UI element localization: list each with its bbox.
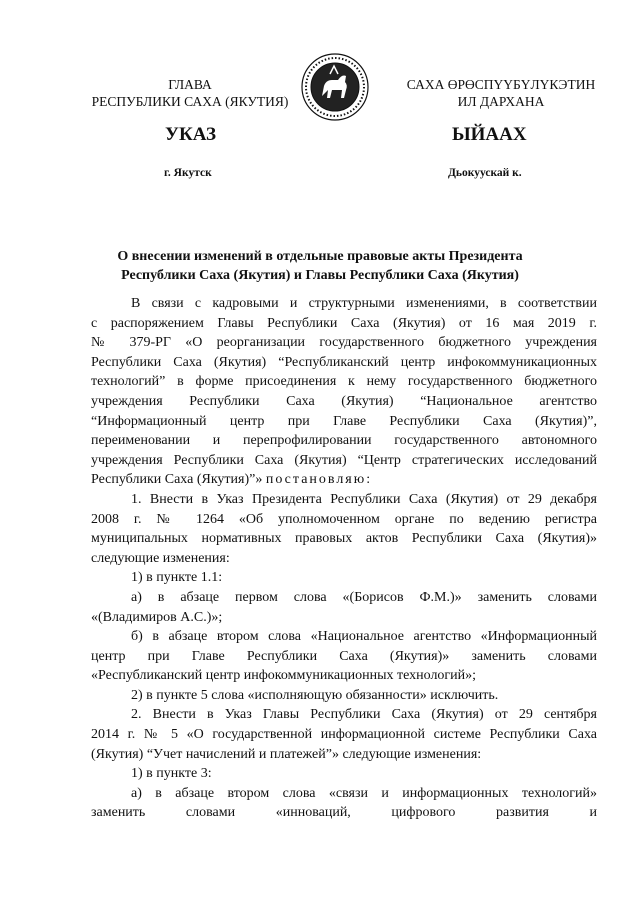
body-line: В связи с кадровыми и структурными изменениями, в соответствии xyxy=(131,296,597,311)
city-ru: г. Якутск xyxy=(164,167,212,179)
body-line: Республики Саха (Якутия) “Республиканский центр инфокоммуникационных xyxy=(91,354,597,370)
body-emphasis: постановляю xyxy=(265,472,367,488)
body-line: а) в абзаце первом слова «(Борисов Ф.М.)» заменить словами xyxy=(131,589,597,605)
body-text: Республики Саха (Якутия)”» xyxy=(91,472,266,488)
header-left xyxy=(70,76,310,110)
body-line: 2. Внести в Указ Главы Республики Саха (Якутия) от 29 сентября xyxy=(131,707,597,723)
body-line: “Информационный центр при Главе Республики Саха (Якутия)”, xyxy=(91,413,597,429)
coat-of-arms-emblem xyxy=(300,52,370,122)
body-line: муниципальных нормативных правовых актов Республики Саха (Якутия)» xyxy=(91,531,597,547)
document-title xyxy=(80,247,560,285)
body-line: 1) в пункте 1.1: xyxy=(131,570,223,586)
body-line: 2) в пункте 5 слова «исполняющую обязанности» исключить. xyxy=(131,687,499,703)
body-line: б) в абзаце втором слова «Национальное агентство «Информационный xyxy=(131,629,597,645)
body-line: 1) в пункте 3: xyxy=(131,766,212,782)
header-right-line1: САХА ӨРӨСПҮҮБҮЛҮКЭТИН xyxy=(406,77,596,92)
body-line: а) в абзаце втором слова «связи и информационных технологий» xyxy=(131,785,597,801)
title-line-2: Республики Саха (Якутия) и Главы Республики Саха (Якутия) xyxy=(121,268,519,283)
document-type-ru: УКАЗ xyxy=(165,124,216,145)
body-line: «(Владимиров А.С.)»; xyxy=(91,609,223,625)
body-line: (Якутия) “Учет начислений и платежей”» следующие изменения: xyxy=(91,746,482,762)
body-line: заменить словами «инноваций, цифрового развития и xyxy=(91,805,597,821)
body-line: следующие изменения: xyxy=(91,550,230,566)
body-line: 1. Внести в Указ Президента Республики Саха (Якутия) от 29 декабря xyxy=(131,491,597,507)
body-line: 2008 г. № 1264 «Об уполномоченном органе по ведению регистра xyxy=(91,511,597,527)
body-line: технологий” в форме присоединения к нему государственного бюджетного xyxy=(91,374,597,390)
body-line: с распоряжением Главы Республики Саха (Якутия) от 16 мая 2019 г. xyxy=(91,315,597,331)
document-type-sah: ЫЙААХ xyxy=(452,124,527,145)
header-left-line2: РЕСПУБЛИКИ САХА (ЯКУТИЯ) xyxy=(91,94,289,109)
body-line: 2014 г. № 5 «О государственной информационной системе Республики Саха xyxy=(91,727,597,743)
document-body xyxy=(91,294,597,823)
body-line: центр при Главе Республики Саха (Якутия)» заменить словами xyxy=(91,648,597,664)
body-line: переименовании и перепрофилировании государственного автономного xyxy=(91,433,597,449)
title-line-1: О внесении изменений в отдельные правовые акты Президента xyxy=(117,249,523,264)
header-left-line1: ГЛАВА xyxy=(168,77,212,92)
body-line: учреждения Республики Саха (Якутия) “Центр стратегических исследований xyxy=(91,452,597,468)
body-text: : xyxy=(366,472,371,488)
body-line xyxy=(91,470,597,490)
header-right xyxy=(376,76,626,110)
body-line: «Республиканский центр инфокоммуникационных технологий»; xyxy=(91,668,477,684)
header-right-line2: ИЛ ДАРХАНА xyxy=(457,94,545,109)
city-sah: Дьокуускай к. xyxy=(448,167,522,179)
body-line: № 379-РГ «О реорганизации государственного бюджетного учреждения xyxy=(91,335,597,351)
body-line: учреждения Республики Саха (Якутия) “Национальное агентство xyxy=(91,393,597,409)
